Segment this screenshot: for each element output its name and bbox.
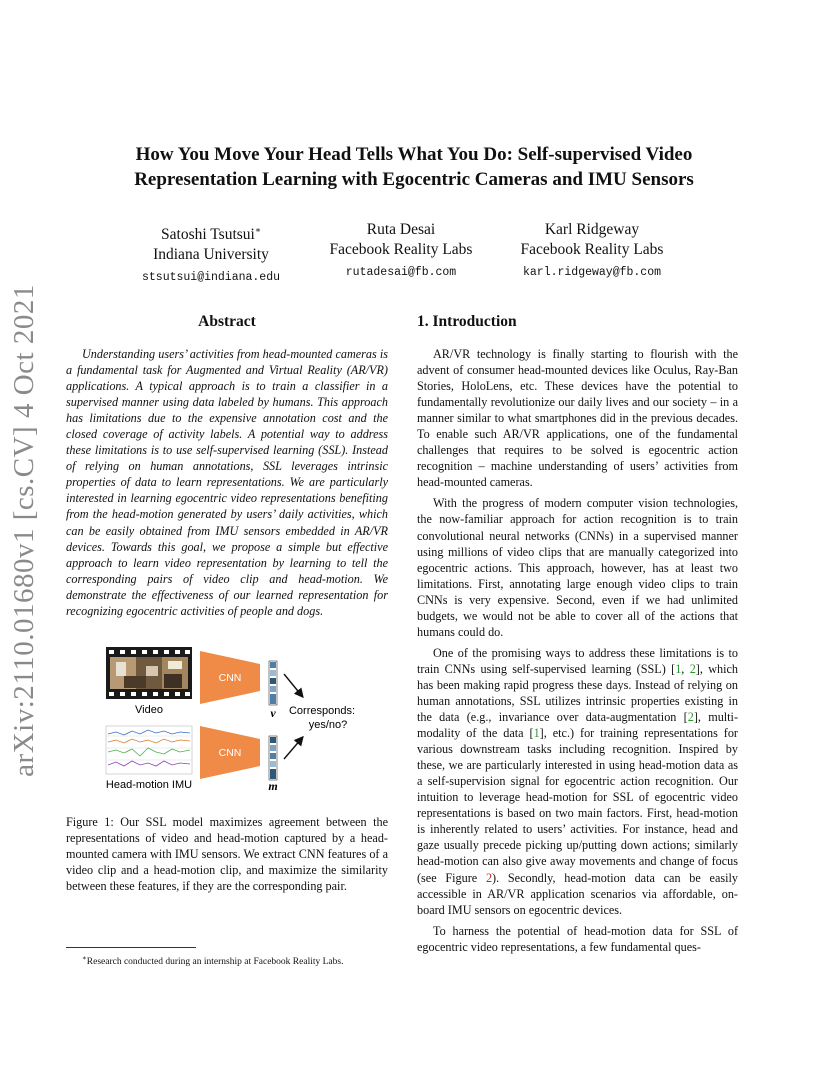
- footnote-mark: ∗: [82, 954, 87, 962]
- corresponds-label: Corresponds:: [288, 704, 356, 717]
- paper-title: [66, 142, 762, 192]
- figure-1-caption: Figure 1: Our SSL model maximizes agreement between the representations of video and head-motion captured by a head-mounted camera with IMU sensors. We extract CNN features of a video clip and a head-motion clip, and maximize the similarity between these features, if they are the corresponding pair.: [66, 814, 388, 893]
- yes-no-label: yes/no?: [308, 718, 348, 731]
- title-line: Representation Learning with Egocentric Cameras and IMU Sensors: [134, 169, 694, 190]
- left-column: [66, 312, 388, 906]
- video-film-strip: [106, 647, 192, 699]
- figure-1-diagram: [66, 644, 388, 799]
- introduction-heading: 1. Introduction: [417, 313, 517, 330]
- video-feature-vector: [269, 661, 277, 705]
- intro-paragraph: To harness the potential of head-motion data for SSL of egocentric video representations, a few fundamental ques-: [417, 923, 738, 954]
- cnn-video-label: CNN: [218, 671, 242, 684]
- citation-link[interactable]: 1: [675, 661, 682, 676]
- intro-paragraph: One of the promising ways to address these limitations is to train CNNs using self-supervised learning (SSL) [1, 2], which has been making rapid progress these days. Instead of relying on human annotations, SSL utilizes intrinsic properties existing in the data (e.g., invariance over data-augmentation [2], multi-modality of the data [1], etc.) for training representations for various downstream tasks including recognition. Inspired by these, we are particularly interested in using head-motion data as a self-supervision signal for egocentric action recognition. Our intuition to leverage head-motion for SSL of egocentric video representations is based on two main factors. First, head-motion is inherently related to users’ activities. For instance, head and gaze usually precede picking up/putting down actions; similarly head-motion can also give away movements and change of focus (see Figure 2). Secondly, head-motion data can be easily accessible in AR/VR application scenarios via affordable, on-board IMU sensors on egocentric devices.: [417, 645, 739, 917]
- footnote-text: Research conducted during an internship at Facebook Reality Labs.: [86, 957, 344, 968]
- author-name: Satoshi Tsutsui: [161, 226, 255, 244]
- citation-link[interactable]: 2: [689, 661, 696, 676]
- author-mark: ∗: [254, 225, 261, 235]
- figure-1: [66, 644, 388, 799]
- intro-paragraph: AR/VR technology is finally starting to flourish with the advent of consumer head-mounted devices like Oculus, Ray-Ban Stories, HoloLens, etc. These devices have the potential to fundamentally revolutionize our daily lives and our society – in a manner similar to what smartphones did in the previous decades. To enable such AR/VR applications, one of the fundamental challenges that requires to be solved is egocentric action recognition – machine understanding of users’ activities from head-mounted cameras.: [417, 347, 738, 490]
- author-affiliation: Facebook Reality Labs: [329, 241, 473, 258]
- author-email: karl.ridgeway@fb.com: [522, 266, 662, 279]
- video-arrow: [284, 674, 302, 696]
- abstract-heading: Abstract: [198, 313, 256, 330]
- imu-arrow: [284, 738, 302, 759]
- title-line: How You Move Your Head Tells What You Do: Self-supervised Video: [135, 144, 693, 165]
- figure-reference-link[interactable]: 2: [485, 870, 493, 885]
- author-name: Ruta Desai: [366, 221, 436, 238]
- author-block: [502, 220, 682, 283]
- video-label: Video: [135, 703, 163, 716]
- intro-paragraph: With the progress of modern computer vision technologies, the now-familiar approach for action recognition is to train convolutional neural networks (CNNs) in a supervised manner using millions of video clips that are manually categorized into egocentric actions. This approach, however, has at least two limitations. First, annotating large enough video clips to train CNNs is very expensive. Second, even if we had unlimited budgets, we would not be able to cover all of the actions that humans could do.: [417, 496, 738, 639]
- right-column: [417, 312, 738, 960]
- author-affiliation: Indiana University: [153, 246, 269, 264]
- abstract-text: Understanding users’ activities from head-mounted cameras is a fundamental task for Augmented and Virtual Reality (AR/VR) applications. A typical approach is to train a classifier in a supervised manner using data labeled by humans. This approach has limitations due to the expensive annotation cost and the closed coverage of activity labels. A potential way to address these limitations is to use self-supervised learning (SSL). Instead of relying on human annotations, SSL leverages intrinsic properties of data to learn representations. We are particularly interested in learning egocentric video representations benefiting from the head-motion generated by users’ daily activities, which can be easily obtained from IMU sensors embedded in AR/VR devices. Towards this goal, we propose a simple but effective approach to learn video representation by learning to tell the corresponding pairs of video clip and head-motion. We demonstrate the effectiveness of our learned representation for recognizing egocentric activities of people and dogs.: [66, 347, 388, 618]
- citation-link[interactable]: 2: [687, 710, 694, 725]
- video-feature-symbol: v: [270, 705, 276, 720]
- footnote: [66, 952, 396, 968]
- cnn-imu-label: CNN: [218, 746, 242, 759]
- author-email: stsutsui@indiana.edu: [141, 271, 281, 285]
- author-affiliation: Facebook Reality Labs: [520, 241, 664, 258]
- author-block: [121, 220, 301, 288]
- author-email: rutadesai@fb.com: [345, 266, 457, 279]
- footnote-rule: [66, 947, 196, 948]
- author-name: Karl Ridgeway: [544, 221, 640, 238]
- imu-feature-vector: [269, 736, 277, 780]
- imu-label: Head-motion IMU: [105, 778, 193, 791]
- citation-link[interactable]: 1: [533, 726, 540, 741]
- author-block: [311, 220, 491, 283]
- arxiv-identifier: arXiv:2110.01680v1 [cs.CV] 4 Oct 2021: [7, 283, 40, 777]
- imu-feature-symbol: m: [268, 778, 278, 793]
- imu-signal-plot: [106, 726, 192, 774]
